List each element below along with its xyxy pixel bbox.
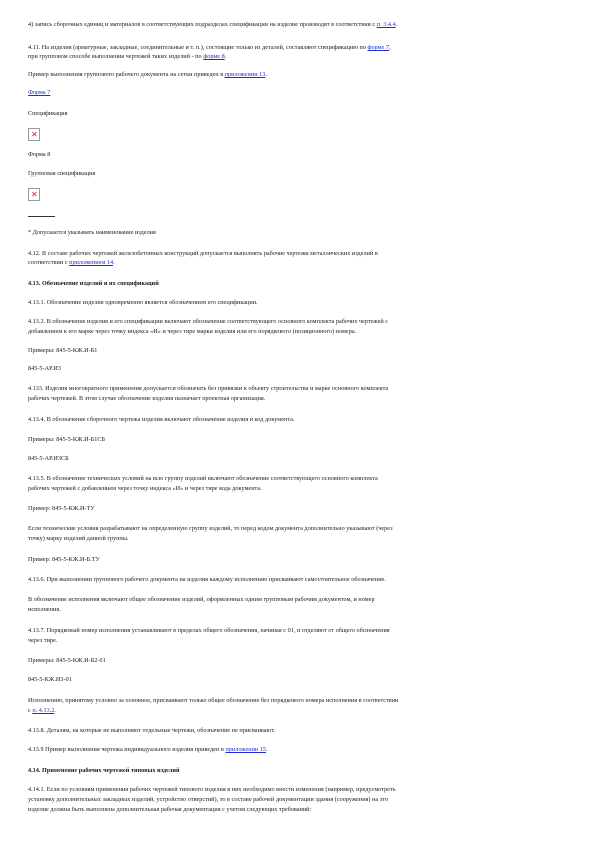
text-run: . (224, 53, 227, 60)
example-line: Примеры: 845-5-КЖ.И-Б1СБ (28, 436, 106, 443)
example-line: Примеры: 845-5-КЖ.И-Б1 (28, 347, 98, 354)
link-form-7[interactable]: форме 7 (367, 44, 390, 51)
text-run: . (395, 21, 398, 28)
paragraph-line (28, 53, 573, 62)
form-caption-form-8: Форма 8 (28, 151, 51, 158)
example-line: Пример: 845-5-КЖ.И-ТУ (28, 505, 95, 512)
paragraph-line: изделие должна быть выполнена дополнительная рабочая документация с учетом следующих требований: (28, 806, 312, 813)
example-line: Пример: 845-5-КЖ.И-Б.ТУ (28, 556, 100, 563)
paragraph-line: 4.13.6. При выполнении группового рабочего документа на изделия каждому исполнению присваивают самостоятельное обозначение. (28, 576, 386, 583)
text-run: 4.13.9 Пример выполнения чертежа индивидуального изделия приведен в (28, 746, 226, 753)
section-heading: 4.13. Обозначение изделий и их спецификаций (28, 280, 159, 287)
text-run: . (266, 746, 268, 753)
form-caption-specification: Спецификация (28, 110, 68, 117)
link-appendix-15[interactable]: приложении 15 (225, 746, 267, 753)
text-run: . (54, 707, 56, 714)
text-run: 4.11. На изделия (арматурные, закладные, соединительные и т. п.), состоящие только из деталей, составляют спецификацию по (28, 44, 368, 51)
form-caption-group-specification: Групповая спецификация (28, 170, 96, 177)
text-run: . (113, 259, 115, 266)
footnote: * Допускается указывать наименование изделия (28, 229, 156, 236)
paragraph-line (28, 746, 573, 755)
link-appendix-14[interactable]: приложением 14 (69, 259, 114, 266)
paragraph-line (28, 44, 573, 53)
paragraph-line: установку дополнительных закладных изделий, устройство отверстий), то в составе рабочей документации здания (сооружения) на это (28, 796, 389, 803)
paragraph-line: 4.14.1. Если по условиям применения рабочих чертежей типового изделия в них необходимо внести изменения (например, предусмотреть (28, 786, 396, 793)
link-form-8[interactable]: форме 8 (203, 53, 225, 60)
link-form-7-anchor[interactable]: Форма 7 (28, 89, 51, 96)
broken-image-icon (28, 188, 40, 201)
paragraph-line: 4.13.8. Деталям, на которые не выполняют отдельные чертежи, обозначение не присваивают. (28, 727, 275, 734)
footnote-separator (28, 216, 55, 217)
text-run: Пример выполнения группового рабочего документа на сетки приведен в (28, 71, 225, 78)
paragraph-line: 4.13.4. В обозначение сборочного чертежа изделия включают обозначение изделия и код документа. (28, 416, 295, 423)
example-line: 845-5-АР.И3СБ (28, 455, 69, 462)
example-line: Примеры: 845-5-КЖ.И-Б2-01 (28, 657, 106, 664)
paragraph-line: Если технические условия разрабатывают на определенную группу изделий, то перед кодом документа дополнительно указывают (через (28, 525, 393, 532)
paragraph-line: рабочих чертежей с добавлением через точку индекса «И» и через тире кода документа. (28, 485, 262, 492)
broken-image-icon (28, 128, 40, 141)
paragraph-line: 4.13.1. Обозначение изделия одновременно является обозначением его спецификации. (28, 299, 258, 306)
paragraph-line (28, 89, 573, 98)
paragraph-line (28, 707, 573, 716)
link-clause-3-4-4[interactable]: п. 3.4.4 (376, 21, 396, 28)
paragraph-line: В обозначение исполнения включают общее обозначение изделий, оформленных одним групповым рабочим документом, и номер (28, 596, 375, 603)
paragraph-line (28, 259, 573, 268)
paragraph-line: рабочих чертежей. В этом случае обозначение изделия назначает проектная организация. (28, 395, 266, 402)
paragraph-line (28, 21, 573, 30)
paragraph-line: 4.12. В составе рабочих чертежей железобетонных конструкций допускается выполнять рабочие чертежи металлических изделий в (28, 250, 378, 257)
paragraph-line: Исполнению, принятому условно за основное, присваивают только общее обозначение без порядкового номера исполнения в соответствии (28, 697, 399, 704)
paragraph-line: точку) марку изделий данной группы. (28, 535, 129, 542)
text-run: 4) запись сборочных единиц и материалов в соответствующих подразделах спецификации на изделие производят в соответствии с (28, 21, 377, 28)
text-run: . (265, 71, 267, 78)
paragraph-line: 4.13.5. В обозначение технических условий на всю группу изделий включают обозначение соответствующего основного комплекта (28, 475, 378, 482)
example-line: 845-5-КЖ.И3-01 (28, 676, 72, 683)
example-line: 845-5-АР.И3 (28, 365, 61, 372)
paragraph-line: 4.13.2. В обозначение изделия и его спецификации включают обозначение соответствующего основного комплекта рабочих чертежей с (28, 318, 389, 325)
paragraph-line: исполнения. (28, 606, 61, 613)
paragraph-line: через тире. (28, 637, 58, 644)
text-run: , (389, 44, 391, 51)
link-clause-4-13-2[interactable]: п. 4.13.2 (32, 707, 55, 714)
paragraph-line: добавлением к его марке через точку индекса «И» и через тире марки изделия или его порядкового (позиционного) номера. (28, 328, 357, 335)
text-run: соответствии с (28, 259, 70, 266)
paragraph-line: 4.133. Изделия многократного применения допускается обозначать без привязки к объекту строительства и марке основного комплекта (28, 385, 389, 392)
paragraph-line: 4.13.7. Порядковый номер исполнения устанавливают в пределах общего обозначения, начиная с 01, и отделяют от общего обозначения (28, 627, 390, 634)
paragraph-line (28, 71, 573, 80)
text-run: при групповом способе выполнения чертежей таких изделий - по (28, 53, 204, 60)
text-run: с (28, 707, 33, 714)
section-heading: 4.14. Применение рабочих чертежей типовых изделий (28, 767, 180, 774)
link-appendix-13[interactable]: приложении 13 (224, 71, 266, 78)
